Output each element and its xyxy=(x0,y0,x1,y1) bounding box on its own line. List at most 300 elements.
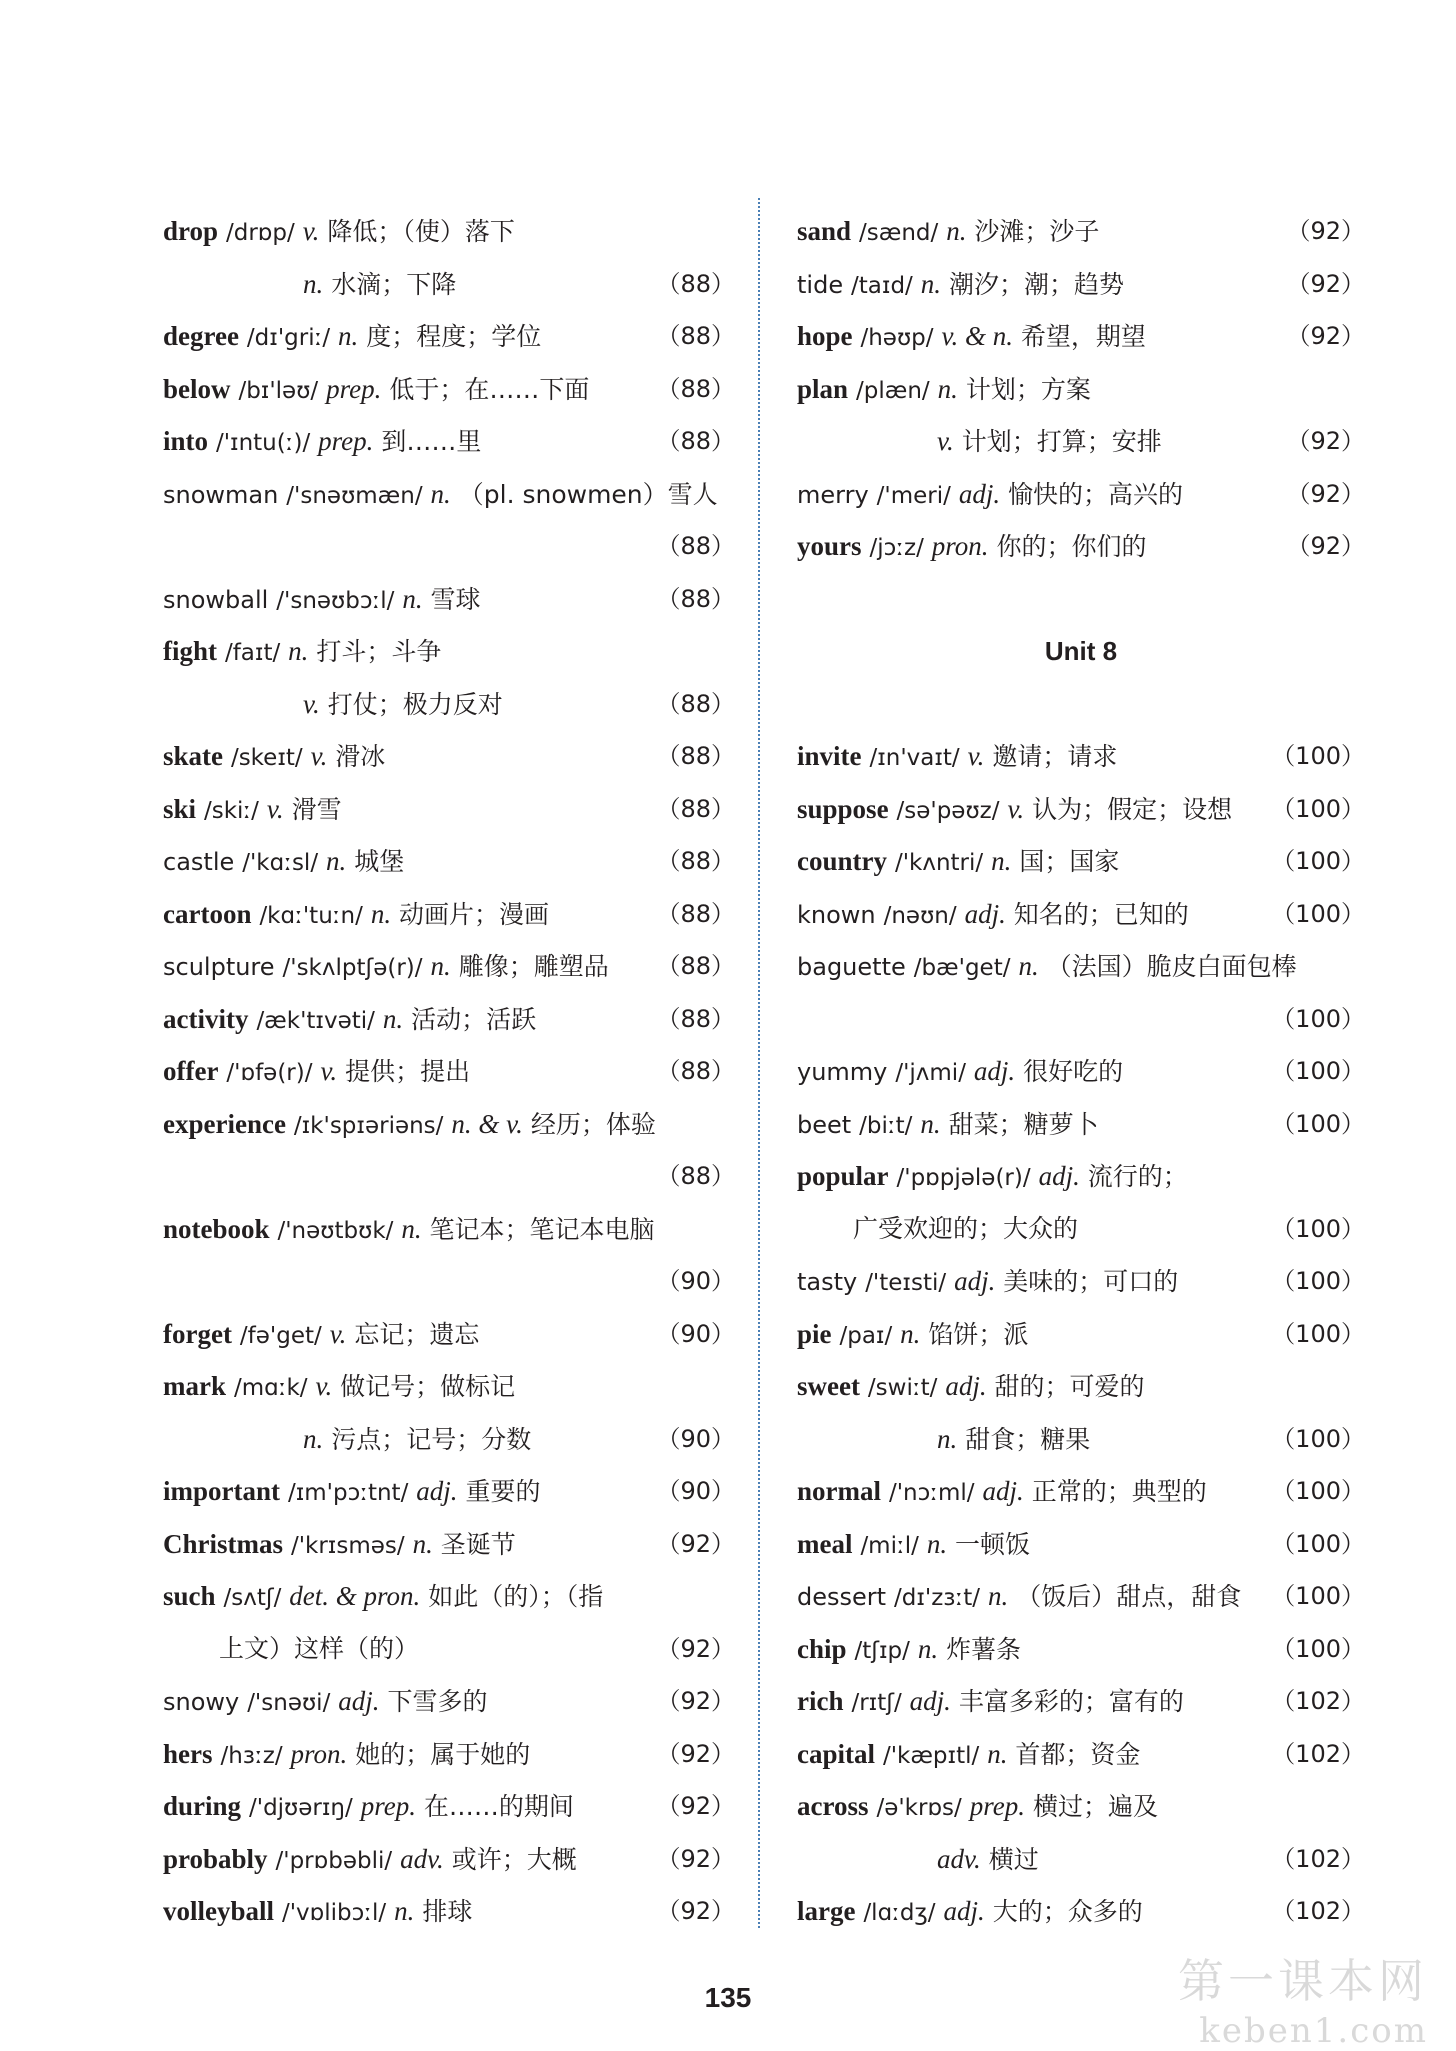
entry-part-of-speech: v. xyxy=(303,688,320,719)
entry-meaning: 甜食；糖果 xyxy=(965,1424,1091,1454)
entry-phonetic: /həʊp/ xyxy=(860,325,934,351)
entry-page-ref: （100） xyxy=(1271,1634,1365,1663)
entry-phonetic: /dɪ'griː/ xyxy=(246,325,331,351)
vocab-entry xyxy=(163,1001,735,1054)
entry-phonetic: /mɑːk/ xyxy=(233,1375,308,1401)
entry-part-of-speech: n. xyxy=(370,898,392,929)
entry-part-of-speech: adv. xyxy=(937,1843,981,1874)
entry-phonetic: /'nəʊtbʊk/ xyxy=(277,1217,394,1244)
vocab-entry xyxy=(163,1841,735,1894)
entry-meaning: 计划；打算；安排 xyxy=(961,427,1162,456)
entry-meaning: 丰富多彩的；富有的 xyxy=(958,1687,1184,1716)
entry-word: skate xyxy=(163,741,223,771)
entry-meaning: 城堡 xyxy=(354,847,405,876)
right-column xyxy=(797,213,1365,1946)
entry-meaning: 沙滩；沙子 xyxy=(974,217,1100,246)
entry-word: degree xyxy=(163,321,239,351)
entry-page-ref: （88） xyxy=(656,689,735,718)
entry-meaning: 很好吃的 xyxy=(1023,1057,1124,1086)
entry-word: yummy xyxy=(797,1058,888,1086)
vocab-entry xyxy=(797,1578,1365,1631)
left-column xyxy=(163,213,735,1946)
vocab-entry-continuation xyxy=(797,1211,1365,1264)
entry-meaning: 正常的；典型的 xyxy=(1031,1477,1207,1506)
vocab-entry xyxy=(797,1316,1365,1369)
entry-page-ref: （100） xyxy=(1271,1267,1365,1295)
entry-page-ref: （92） xyxy=(656,1529,735,1558)
entry-part-of-speech: n. & v. xyxy=(451,1108,523,1139)
entry-page-ref: （88） xyxy=(656,1162,735,1190)
entry-phonetic: /'kʌntri/ xyxy=(894,850,984,876)
entry-part-of-speech: n. xyxy=(430,951,451,981)
entry-meaning: 邀请；请求 xyxy=(992,742,1118,771)
entry-part-of-speech: det. & pron. xyxy=(289,1581,421,1611)
entry-meaning: 降低；（使）落下 xyxy=(327,217,515,246)
entry-page-ref: （100） xyxy=(1271,1529,1365,1558)
entry-phonetic: /sʌtʃ/ xyxy=(223,1585,282,1611)
entry-part-of-speech: n. xyxy=(917,1633,939,1664)
entry-page-ref: （90） xyxy=(656,1424,735,1453)
watermark-url: keben1.com xyxy=(1199,2011,1428,2051)
entry-phonetic: /'meri/ xyxy=(876,482,951,509)
entry-meaning: 认为；假定；设想 xyxy=(1032,794,1233,824)
entry-word: popular xyxy=(797,1161,889,1191)
entry-word: ski xyxy=(163,793,197,824)
entry-part-of-speech: n. xyxy=(988,1581,1009,1611)
entry-page-ref: （92） xyxy=(656,1792,735,1820)
vocab-entry xyxy=(163,1578,735,1631)
entry-word: meal xyxy=(797,1528,853,1559)
entry-meaning: 横过；遍及 xyxy=(1032,1792,1158,1821)
entry-page-ref: （100） xyxy=(1271,899,1365,928)
entry-phonetic: /'djʊərɪŋ/ xyxy=(249,1795,353,1821)
entry-part-of-speech: n. xyxy=(303,268,324,299)
entry-meaning: （法国）脆皮白面包棒 xyxy=(1046,952,1297,981)
entry-meaning: 打斗；斗争 xyxy=(316,637,442,666)
entry-phonetic: /lɑːdʒ/ xyxy=(863,1900,936,1926)
entry-meaning: 水滴；下降 xyxy=(331,269,457,299)
vocab-entry xyxy=(797,476,1365,529)
entry-part-of-speech: n. xyxy=(288,636,309,666)
spacer xyxy=(797,686,1365,739)
entry-part-of-speech: adj. xyxy=(909,1686,951,1716)
vocab-entry xyxy=(163,1683,735,1736)
vocab-entry xyxy=(163,1106,735,1159)
entry-meaning: 广受欢迎的；大众的 xyxy=(853,1213,1079,1243)
entry-page-ref: （88） xyxy=(656,794,735,823)
entry-part-of-speech: n. xyxy=(991,846,1012,876)
entry-word: country xyxy=(797,846,887,876)
vocab-entry xyxy=(797,1368,1365,1421)
vocab-entry-continuation xyxy=(163,1631,735,1684)
entry-phonetic: /tʃɪp/ xyxy=(854,1637,910,1664)
entry-meaning: 流行的； xyxy=(1087,1162,1188,1191)
entry-phonetic: /'snəʊi/ xyxy=(247,1690,331,1716)
entry-part-of-speech: v. xyxy=(937,426,954,456)
entry-page-ref: （92） xyxy=(656,1687,735,1715)
entry-part-of-speech: n. xyxy=(937,1423,958,1454)
entry-word: such xyxy=(163,1581,216,1611)
entry-phonetic: /æk'tɪvəti/ xyxy=(256,1007,375,1034)
entry-phonetic: /'snəʊbɔːl/ xyxy=(276,587,395,614)
entry-word: mark xyxy=(163,1371,226,1401)
entry-part-of-speech: n. xyxy=(1018,951,1039,981)
entry-part-of-speech: n. xyxy=(303,1423,324,1454)
entry-meaning: 甜的；可爱的 xyxy=(994,1372,1145,1401)
entry-part-of-speech: n. xyxy=(900,1318,921,1349)
vocab-entry xyxy=(163,423,735,476)
entry-part-of-speech: adj. xyxy=(982,1476,1024,1506)
entry-phonetic: /hɜːz/ xyxy=(220,1742,283,1769)
entry-page-ref: （90） xyxy=(656,1319,735,1348)
entry-page-ref: （88） xyxy=(656,1004,735,1033)
entry-word: Christmas xyxy=(163,1528,283,1559)
vocab-entry xyxy=(797,318,1365,371)
continuation-text xyxy=(797,1421,1090,1458)
entry-word: volleyball xyxy=(163,1896,275,1926)
entry-page-ref: （100） xyxy=(1271,1319,1365,1348)
entry-meaning: 国；国家 xyxy=(1019,847,1120,876)
entry-page-ref: （100） xyxy=(1271,847,1365,875)
entry-meaning: 希望，期望 xyxy=(1020,322,1146,351)
entry-word: rich xyxy=(797,1686,844,1716)
entry-meaning: 排球 xyxy=(422,1897,473,1926)
entry-meaning: 下雪多的 xyxy=(387,1687,488,1716)
entry-part-of-speech: n. xyxy=(338,321,359,351)
entry-page-ref: （100） xyxy=(1271,1477,1365,1505)
entry-meaning: 上文）这样（的） xyxy=(219,1633,420,1663)
vocab-entry xyxy=(797,1053,1365,1106)
entry-meaning: 计划；方案 xyxy=(965,374,1091,404)
entry-word: forget xyxy=(163,1318,232,1349)
entry-page-ref: （100） xyxy=(1271,794,1365,823)
entry-page-ref: （88） xyxy=(656,952,735,980)
spacer xyxy=(797,581,1365,634)
entry-meaning: 潮汐；潮；趋势 xyxy=(948,269,1124,299)
vocab-entry-continuation xyxy=(797,1841,1365,1894)
entry-part-of-speech: pron. xyxy=(290,1738,348,1769)
entry-part-of-speech: n. xyxy=(402,583,423,614)
entry-word: notebook xyxy=(163,1213,270,1244)
vocab-entry xyxy=(797,266,1365,319)
entry-meaning: 你的；你们的 xyxy=(996,532,1147,561)
entry-meaning: 馅饼；派 xyxy=(928,1319,1029,1349)
entry-part-of-speech: adj. xyxy=(964,898,1006,929)
vocab-entry-continuation xyxy=(797,423,1365,476)
entry-page-ref: （100） xyxy=(1271,1582,1365,1610)
vocab-entry xyxy=(797,213,1365,266)
vocab-entry xyxy=(797,948,1365,1001)
entry-page-ref: （100） xyxy=(1271,1424,1365,1453)
entry-part-of-speech: v. xyxy=(320,1056,338,1086)
entry-word: tasty xyxy=(797,1268,858,1296)
entry-meaning: 活动；活跃 xyxy=(411,1004,537,1034)
entry-part-of-speech: n. xyxy=(382,1003,404,1034)
entry-page-ref: （88） xyxy=(656,269,735,298)
vocab-entry xyxy=(163,213,735,266)
entry-phonetic: /'snəʊmæn/ xyxy=(286,482,423,509)
entry-word: castle xyxy=(163,848,235,876)
entry-page-ref: （88） xyxy=(656,899,735,928)
entry-word: cartoon xyxy=(163,898,252,929)
entry-page-ref: （92） xyxy=(656,1844,735,1873)
entry-word: fight xyxy=(163,636,217,666)
entry-page-ref: （92） xyxy=(1286,479,1365,508)
entry-part-of-speech: adj. xyxy=(973,1056,1016,1086)
entry-page-ref: （102） xyxy=(1271,1739,1365,1768)
vocab-entry xyxy=(797,1683,1365,1736)
entry-part-of-speech: v. xyxy=(302,216,320,246)
entry-page-ref: （100） xyxy=(1271,1057,1365,1085)
entry-part-of-speech: prep. xyxy=(326,373,382,404)
vocab-entry xyxy=(163,581,735,634)
entry-meaning: 横过 xyxy=(988,1844,1039,1874)
entry-phonetic: /'teɪsti/ xyxy=(865,1270,947,1296)
vocab-entry xyxy=(163,738,735,791)
entry-phonetic: /skeɪt/ xyxy=(230,745,303,771)
entry-page-ref: （90） xyxy=(656,1477,735,1505)
entry-word: snowball xyxy=(163,585,269,614)
entry-phonetic: /skiː/ xyxy=(203,797,259,824)
entry-word: experience xyxy=(163,1108,286,1139)
entry-page-ref: （102） xyxy=(1271,1687,1365,1715)
entry-phonetic: /jɔːz/ xyxy=(869,535,924,561)
entry-page-ref: （92） xyxy=(656,1739,735,1768)
vocab-entry-continuation xyxy=(163,1421,735,1474)
entry-phonetic: /biːt/ xyxy=(859,1112,913,1139)
entry-part-of-speech: v. xyxy=(967,741,985,771)
entry-part-of-speech: n. xyxy=(937,373,958,404)
entry-phonetic: /'kɑːsl/ xyxy=(242,850,319,876)
entry-meaning: 笔记本；笔记本电脑 xyxy=(429,1214,655,1244)
entry-page-ref: （92） xyxy=(1286,269,1365,298)
entry-part-of-speech: n. xyxy=(430,478,451,509)
entry-part-of-speech: adj. xyxy=(954,1266,996,1296)
vocab-entry xyxy=(163,843,735,896)
entry-phonetic: /rɪtʃ/ xyxy=(851,1690,902,1716)
entry-page-ref: （88） xyxy=(656,1057,735,1085)
entry-word: capital xyxy=(797,1738,875,1769)
entry-phonetic: /'vɒlibɔːl/ xyxy=(281,1900,387,1926)
entry-meaning: 知名的；已知的 xyxy=(1013,899,1189,929)
entry-phonetic: /ə'krɒs/ xyxy=(876,1795,962,1821)
entry-page-ref: （100） xyxy=(1271,1004,1365,1033)
vocab-entry xyxy=(797,1106,1365,1159)
vocab-entry-continuation xyxy=(163,686,735,739)
continuation-text xyxy=(163,266,456,303)
entry-part-of-speech: n. xyxy=(401,1213,422,1244)
entry-meaning: 或许；大概 xyxy=(451,1844,577,1874)
entry-page-ref: （88） xyxy=(656,427,735,455)
unit-title: Unit 8 xyxy=(1044,636,1118,666)
column-divider xyxy=(758,198,760,1928)
vocab-entry xyxy=(163,1526,735,1579)
entry-meaning: （饭后）甜点，甜食 xyxy=(1016,1582,1242,1611)
entry-meaning: 度；程度；学位 xyxy=(366,322,542,351)
entry-page-ref: （92） xyxy=(1286,322,1365,350)
entry-meaning: 提供；提出 xyxy=(345,1057,471,1086)
vocab-entry xyxy=(163,791,735,844)
entry-word: during xyxy=(163,1791,242,1821)
vocab-entry xyxy=(163,1473,735,1526)
entry-part-of-speech: v. xyxy=(1007,793,1025,824)
vocab-entry xyxy=(797,1631,1365,1684)
entry-word: suppose xyxy=(797,793,889,824)
vocab-entry xyxy=(797,1263,1365,1316)
entry-meaning: 滑冰 xyxy=(335,742,386,771)
entry-phonetic: /'skʌlptʃə(r)/ xyxy=(282,955,423,981)
entry-page-ref: （88） xyxy=(656,584,735,613)
entry-page-ref: （92） xyxy=(1286,217,1365,245)
continuation-text xyxy=(163,1631,419,1667)
entry-word: into xyxy=(163,426,209,456)
entry-page-ref: （88） xyxy=(656,322,735,350)
vocab-entry xyxy=(163,633,735,686)
entry-word: snowy xyxy=(163,1688,240,1716)
entry-phonetic: /nəʊn/ xyxy=(883,902,957,929)
entry-part-of-speech: adj. xyxy=(943,1896,985,1926)
entry-word: yours xyxy=(797,531,862,561)
vocab-entry-continuation xyxy=(163,528,735,581)
vocab-entry-continuation xyxy=(797,1001,1365,1054)
entry-part-of-speech: v. xyxy=(329,1318,347,1349)
entry-page-ref: （100） xyxy=(1271,742,1365,770)
vocab-entry xyxy=(797,791,1365,844)
entry-meaning: 打仗；极力反对 xyxy=(327,689,503,719)
entry-meaning: （pl. snowmen）雪人 xyxy=(458,479,718,509)
entry-word: merry xyxy=(797,480,869,509)
entry-part-of-speech: v. xyxy=(315,1371,333,1401)
vocab-entry xyxy=(163,1053,735,1106)
entry-word: hers xyxy=(163,1738,213,1769)
entry-word: sculpture xyxy=(163,953,275,981)
entry-part-of-speech: prep. xyxy=(318,426,374,456)
vocab-entry-continuation xyxy=(163,266,735,319)
entry-word: chip xyxy=(797,1633,847,1664)
entry-part-of-speech: prep. xyxy=(360,1791,416,1821)
entry-part-of-speech: adj. xyxy=(958,478,1001,509)
vocab-entry xyxy=(163,371,735,424)
entry-word: offer xyxy=(163,1056,219,1086)
entry-meaning: 如此（的）；（指 xyxy=(428,1582,604,1611)
entry-phonetic: /bæ'get/ xyxy=(913,955,1011,981)
entry-phonetic: /'jʌmi/ xyxy=(895,1060,966,1086)
entry-meaning: 经历；体验 xyxy=(530,1109,656,1139)
entry-meaning: 一顿饭 xyxy=(955,1529,1031,1559)
entry-page-ref: （90） xyxy=(656,1267,735,1295)
entry-phonetic: /fə'get/ xyxy=(239,1322,322,1349)
continuation-text xyxy=(797,423,1162,460)
vocab-entry xyxy=(797,1158,1365,1211)
entry-page-ref: （88） xyxy=(656,532,735,560)
vocab-entry xyxy=(797,896,1365,949)
entry-phonetic: /miːl/ xyxy=(860,1532,919,1559)
entry-word: beet xyxy=(797,1110,852,1139)
vocab-entry xyxy=(163,1736,735,1789)
entry-phonetic: /taɪd/ xyxy=(851,272,913,299)
continuation-text xyxy=(163,1421,531,1458)
entry-part-of-speech: n. xyxy=(326,846,347,876)
entry-part-of-speech: adj. xyxy=(1038,1161,1080,1191)
vocab-entry xyxy=(163,1788,735,1841)
entry-page-ref: （92） xyxy=(1286,427,1365,455)
vocab-entry xyxy=(163,1368,735,1421)
entry-phonetic: /'prɒbəbli/ xyxy=(275,1847,393,1874)
entry-meaning: 雪球 xyxy=(430,584,481,614)
entry-meaning: 到……里 xyxy=(381,427,482,456)
entry-word: important xyxy=(163,1476,280,1506)
entry-page-ref: （92） xyxy=(1286,532,1365,560)
entry-meaning: 动画片；漫画 xyxy=(399,899,550,929)
entry-page-ref: （88） xyxy=(656,742,735,770)
entry-meaning: 忘记；遗忘 xyxy=(354,1319,480,1349)
entry-page-ref: （88） xyxy=(656,847,735,875)
entry-phonetic: /drɒp/ xyxy=(225,220,295,246)
entry-meaning: 雕像；雕塑品 xyxy=(458,952,609,981)
entry-page-ref: （100） xyxy=(1271,1214,1365,1243)
entry-meaning: 甜菜；糖萝卜 xyxy=(948,1109,1099,1139)
entry-page-ref: （92） xyxy=(656,1897,735,1925)
vocab-entry-continuation xyxy=(797,1421,1365,1474)
entry-part-of-speech: n. xyxy=(920,268,941,299)
entry-part-of-speech: v. & n. xyxy=(941,321,1013,351)
entry-meaning: 大的；众多的 xyxy=(992,1897,1143,1926)
entry-meaning: 低于；在……下面 xyxy=(389,374,590,404)
entry-word: large xyxy=(797,1896,856,1926)
entry-phonetic: /'ɪntu(ː)/ xyxy=(215,430,311,456)
entry-phonetic: /'pɒpjələ(r)/ xyxy=(896,1165,1031,1191)
entry-part-of-speech: n. xyxy=(412,1528,433,1559)
vocab-entry-continuation xyxy=(163,1263,735,1316)
entry-phonetic: /bɪ'ləʊ/ xyxy=(238,377,319,404)
entry-page-ref: （100） xyxy=(1271,1109,1365,1138)
entry-phonetic: /dɪ'zɜːt/ xyxy=(894,1585,981,1611)
vocab-entry xyxy=(797,1526,1365,1579)
entry-phonetic: /sə'pəʊz/ xyxy=(896,797,1000,824)
entry-word: snowman xyxy=(163,480,279,509)
continuation-text xyxy=(163,686,503,723)
entry-phonetic: /faɪt/ xyxy=(224,640,281,666)
entry-word: sweet xyxy=(797,1371,860,1401)
vocab-entry-continuation xyxy=(163,1158,735,1211)
entry-page-ref: （102） xyxy=(1271,1897,1365,1925)
entry-word: hope xyxy=(797,321,853,351)
vocab-entry xyxy=(163,1211,735,1264)
watermark-title: 第一课本网 xyxy=(1178,1954,1428,2008)
vocab-entry xyxy=(163,948,735,1001)
entry-word: dessert xyxy=(797,1583,887,1611)
entry-part-of-speech: adj. xyxy=(338,1686,380,1716)
page-number: 135 xyxy=(704,1982,752,2013)
vocab-entry xyxy=(163,1316,735,1369)
entry-part-of-speech: adv. xyxy=(400,1843,444,1874)
entry-part-of-speech: n. xyxy=(946,216,967,246)
entry-word: plan xyxy=(797,373,849,404)
entry-page-ref: （92） xyxy=(656,1634,735,1663)
entry-meaning: 美味的；可口的 xyxy=(1003,1267,1179,1296)
entry-phonetic: /swiːt/ xyxy=(867,1375,938,1401)
entry-phonetic: /'nɔːml/ xyxy=(888,1480,975,1506)
entry-word: known xyxy=(797,900,876,929)
entry-word: sand xyxy=(797,216,852,246)
vocab-entry xyxy=(797,843,1365,896)
entry-part-of-speech: adj. xyxy=(945,1371,987,1401)
entry-part-of-speech: adj. xyxy=(416,1476,458,1506)
entry-phonetic: /ɪn'vaɪt/ xyxy=(869,745,960,771)
continuation-text xyxy=(797,1841,1039,1878)
entry-meaning: 她的；属于她的 xyxy=(355,1739,531,1769)
vocab-entry xyxy=(797,738,1365,791)
